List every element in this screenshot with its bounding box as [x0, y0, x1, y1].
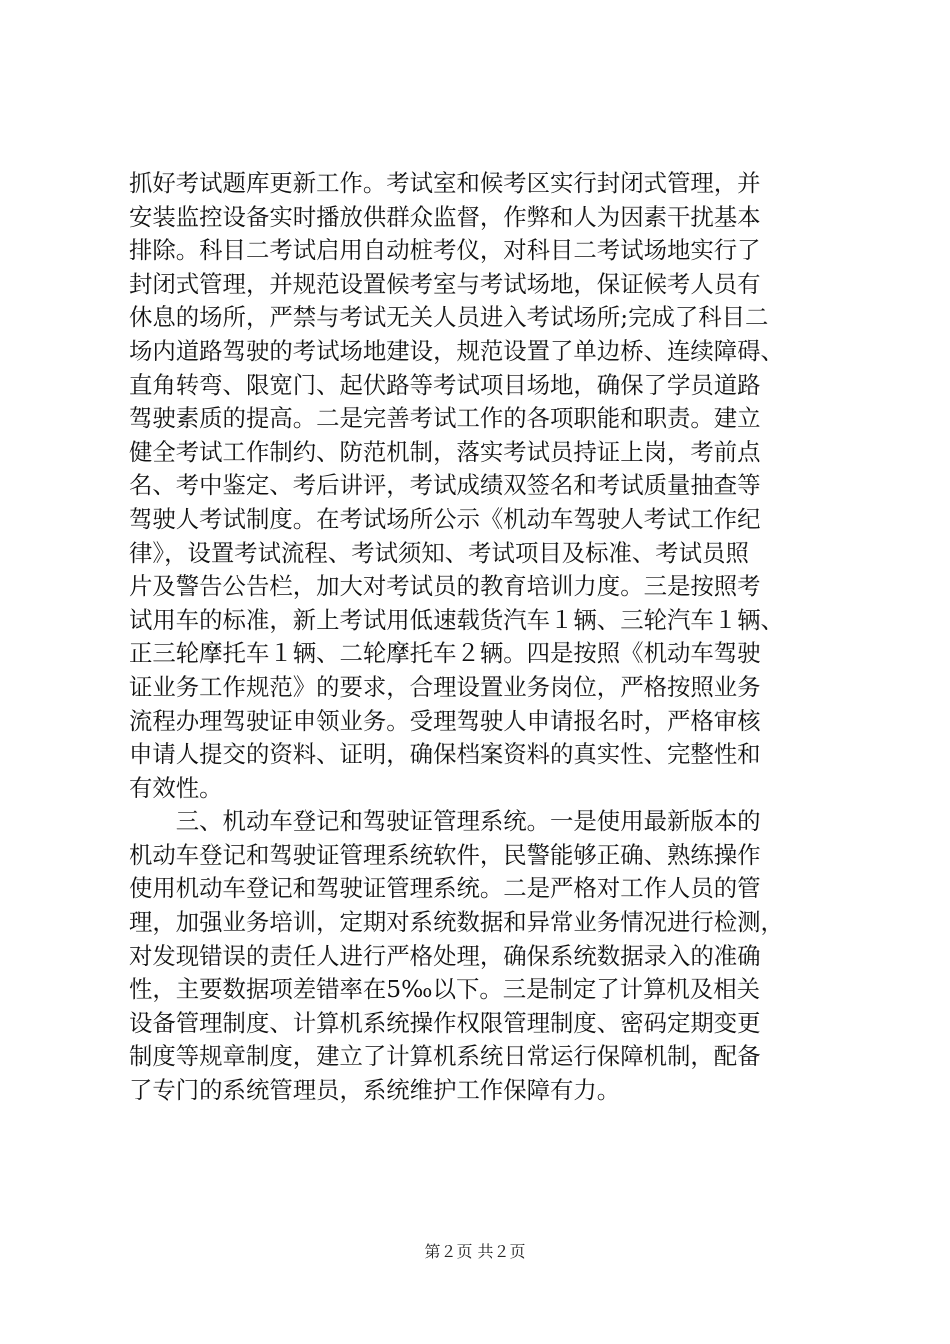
text-line: 使用机动车登记和驾驶证管理系统。二是严格对工作人员的管 [129, 874, 761, 903]
text-line: 了专门的系统管理员，系统维护工作保障有力。 [129, 1076, 621, 1105]
text-line: 片及警告公告栏，加大对考试员的教育培训力度。三是按照考 [129, 572, 761, 601]
text-line: 机动车登记和驾驶证管理系统软件，民警能够正确、熟练操作 [129, 840, 761, 869]
text-line: 直角转弯、限宽门、起伏路等考试项目场地，确保了学员道路 [129, 370, 761, 399]
text-line: 制度等规章制度，建立了计算机系统日常运行保障机制，配备 [129, 1042, 761, 1071]
text-line: 名、考中鉴定、考后讲评，考试成绩双签名和考试质量抽查等 [129, 471, 761, 500]
text-line: 三、机动车登记和驾驶证管理系统。一是使用最新版本的 [129, 807, 761, 836]
text-line: 理，加强业务培训，定期对系统数据和异常业务情况进行检测， [129, 908, 784, 937]
text-line: 健全考试工作制约、防范机制，落实考试员持证上岗，考前点 [129, 437, 761, 466]
text-line: 驾驶人考试制度。在考试场所公示《机动车驾驶人考试工作纪 [129, 504, 761, 533]
text-line: 抓好考试题库更新工作。考试室和候考区实行封闭式管理，并 [129, 169, 761, 197]
text-line: 对发现错误的责任人进行严格处理，确保系统数据录入的准确 [129, 941, 761, 970]
text-line: 设备管理制度、计算机系统操作权限管理制度、密码定期变更 [129, 1008, 761, 1037]
text-line: 排除。科目二考试启用自动桩考仪，对科目二考试场地实行了 [129, 236, 761, 265]
page-footer: 第２页 共２页 [424, 1242, 526, 1261]
text-line: 申请人提交的资料、证明，确保档案资料的真实性、完整性和 [129, 740, 761, 769]
text-line: 律》，设置考试流程、考试须知、考试项目及标准、考试员照 [129, 538, 749, 567]
text-line: 安装监控设备实时播放供群众监督，作弊和人为因素干扰基本 [129, 202, 761, 231]
text-line: 驾驶素质的提高。二是完善考试工作的各项职能和职责。建立 [129, 404, 761, 433]
text-line: 封闭式管理，并规范设置候考室与考试场地，保证候考人员有 [129, 269, 761, 298]
text-line: 性，主要数据项差错率在5‰以下。三是制定了计算机及相关 [129, 975, 761, 1004]
text-line: 流程办理驾驶证申领业务。受理驾驶人申请报名时，严格审核 [129, 706, 761, 735]
text-line: 证业务工作规范》的要求，合理设置业务岗位，严格按照业务 [129, 672, 761, 701]
text-line: 有效性。 [129, 773, 223, 802]
text-line: 试用车的标准，新上考试用低速载货汽车１辆、三轮汽车１辆、 [129, 605, 784, 634]
text-line: 休息的场所，严禁与考试无关人员进入考试场所;完成了科目二 [129, 303, 769, 332]
text-line: 正三轮摩托车１辆、二轮摩托车２辆。四是按照《机动车驾驶 [129, 639, 761, 668]
text-line: 场内道路驾驶的考试场地建设，规范设置了单边桥、连续障碍、 [129, 336, 784, 365]
body-text [129, 167, 845, 1108]
